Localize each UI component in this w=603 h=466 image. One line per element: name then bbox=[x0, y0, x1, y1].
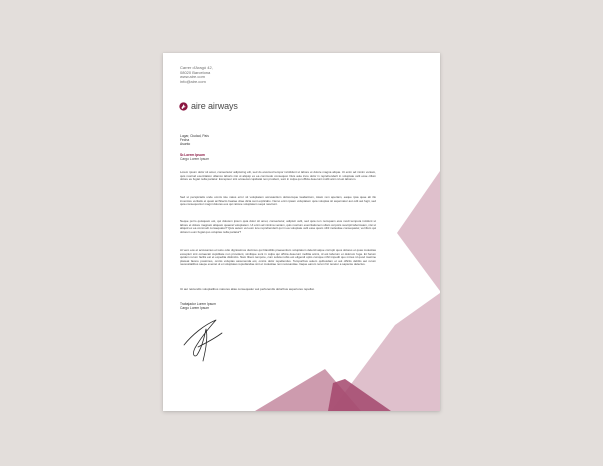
greeting-role: Cargo Lorem Ipsum bbox=[180, 157, 210, 162]
brand-name: aire airways bbox=[191, 101, 238, 111]
address-email: info@aire.com bbox=[180, 78, 206, 84]
shape-upper-right bbox=[397, 171, 440, 291]
address-website: www.aire.com bbox=[180, 74, 205, 80]
letterhead-page bbox=[163, 53, 440, 411]
signer-name: Trabajador Lorem Ipsum bbox=[180, 302, 216, 306]
brand-logo bbox=[179, 100, 238, 112]
body-paragraph-1: Lorem ipsum dolor sit amet, consectetur adipiscing elit, sed do eiusmod tempor incididunt ut labore et dolore magna aliqua. Ut enim ad minim veniam, quis nostrud exercitation ullamco laboris nisi ut aliquip ex ea commodo consequat. Duis aute irure dolor in reprehenderit in voluptate velit esse cillum dolore eu fugiat nulla pariatur. Excepteur sint occaecat cupidatat non proident, sunt in culpa qui officia deserunt mollit anim id est laborum. bbox=[180, 170, 376, 181]
signer-block bbox=[180, 302, 216, 310]
address-city: 08020 Barcelona bbox=[180, 69, 211, 75]
recipient-subject: Asunto bbox=[180, 142, 191, 147]
recipient-block bbox=[180, 134, 209, 147]
body-paragraph-2: Sed ut perspiciatis unde omnis iste natus error sit voluptatem accusantium doloremque laudantium, totam rem aperiam, eaque ipsa quae ab illo inventore veritatis et quasi architecto beatae vitae dicta sunt explicabo. Nemo enim ipsam voluptatem quia voluptas sit aspernatur aut odit aut fugit, sed quia consequuntur magni dolores eos qui ratione voluptatem sequi nesciunt. bbox=[180, 195, 376, 206]
recipient-date: Fecha bbox=[180, 138, 190, 143]
sender-address bbox=[180, 66, 213, 84]
signer-role: Cargo Lorem Ipsum bbox=[180, 306, 210, 311]
greeting-name: Sr.Lorem Ipsum bbox=[180, 153, 205, 157]
aire-logo-icon bbox=[179, 102, 188, 111]
greeting-block bbox=[180, 153, 209, 161]
body-paragraph-4: At vero eos et accusamus et iusto odio dignissimos ducimus qui blanditiis praesentium voluptatum deleniti atque corrupti quos dolores et quas molestias excepturi sint occaecati cupiditate non provident, similique sunt in culpa qui officia deserunt mollitia animi, id est laborum et dolorum fuga. Et harum quidem rerum facilis est et expedita distinctio. Nam libero tempore, cum soluta nobis est eligendi optio cumque nihil impedit quo minus id quod maxime placeat facere possimus, omnis voluptas assumenda est, omnis dolor repellendus. Temporibus autem quibusdam et aut officiis debitis aut rerum necessitatibus saepe eveniet ut et voluptates repudiandae sint et molestiae non recusandae. Itaque earum rerum hic tenetur a sapiente delectus. bbox=[180, 248, 376, 266]
body-paragraph-3: Neque porro quisquam est, qui dolorem ipsum quia dolor sit amet, consectetur, adipisci velit, sed quia non numquam eius modi tempora incidunt ut labore et dolore magnam aliquam quaerat voluptatem. Ut enim ad minima veniam, quis nostrum exercitationem ullam corporis suscipit laboriosam, nisi ut aliquid ex ea commodi consequatur? Quis autem vel eum iure reprehenderit qui in ea voluptate velit esse quam nihil molestiae consequatur, vel illum qui dolorem eum fugiat quo voluptas nulla pariatur? bbox=[180, 219, 376, 234]
handwritten-signature bbox=[178, 315, 228, 363]
recipient-place: Lugar, Ciudad, País bbox=[180, 134, 209, 138]
closing-line: Ut aut reiciendis voluptatibus maiores alias consequatur aut perferendis doloribus asperiores repellat. bbox=[180, 287, 315, 291]
address-street: Carrer d'Aragó 42, bbox=[180, 65, 213, 70]
